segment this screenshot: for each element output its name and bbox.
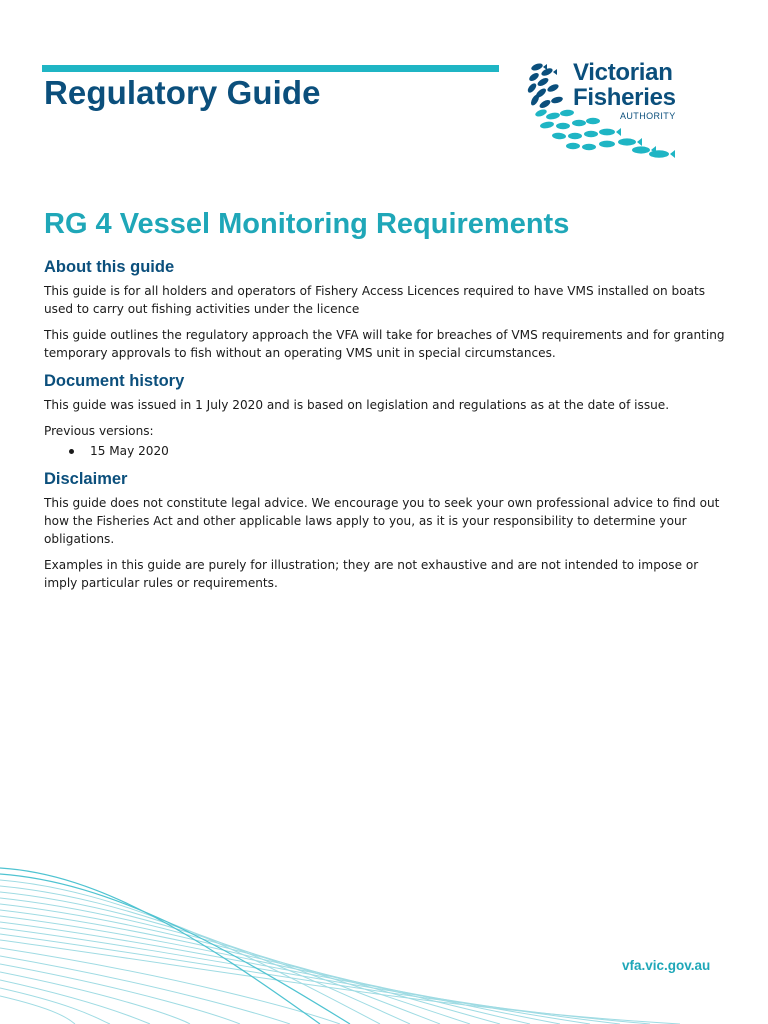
- section-heading: Document history: [44, 372, 185, 390]
- section-heading: Disclaimer: [44, 470, 128, 488]
- logo-line-authority: AUTHORITY: [620, 111, 676, 121]
- section-disclaimer: [44, 470, 734, 592]
- previous-versions-list: [44, 442, 734, 460]
- list-item: [44, 442, 734, 460]
- paragraph: This guide was issued in 1 July 2020 and is based on legislation and regulations as at the date of issue.: [44, 398, 670, 412]
- section-document-history: [44, 372, 734, 460]
- paragraph: This guide does not constitute legal advice. We encourage you to seek your own professional advice to find out how the Fisheries Act and other applicable laws apply to you, as it is your responsibility to determine your obligations.: [44, 496, 720, 546]
- version-date: 15 May 2020: [90, 444, 169, 458]
- bullet-icon: [69, 449, 74, 454]
- paragraph: This guide is for all holders and operators of Fishery Access Licences required to have VMS installed on boats used to carry out fishing activities under the licence: [44, 284, 706, 316]
- document-body: [44, 258, 734, 602]
- decorative-wave-lines: [0, 860, 768, 1024]
- section-about: [44, 258, 734, 362]
- paragraph: Previous versions:: [44, 424, 154, 438]
- vfa-logo: [523, 55, 703, 165]
- paragraph: Examples in this guide are purely for illustration; they are not exhaustive and are not intended to impose or imply particular rules or requirements.: [44, 558, 699, 590]
- document-type-heading: Regulatory Guide: [44, 74, 321, 111]
- section-heading: About this guide: [44, 258, 175, 276]
- logo-line-fisheries: Fisheries: [573, 84, 676, 111]
- page-title: RG 4 Vessel Monitoring Requirements: [44, 208, 570, 240]
- paragraph: This guide outlines the regulatory approach the VFA will take for breaches of VMS requirements and for granting temporary approvals to fish without an operating VMS unit in special circumstances.: [44, 328, 725, 360]
- header-accent-bar: [42, 65, 499, 72]
- logo-line-victorian: Victorian: [573, 59, 673, 86]
- footer-website-link[interactable]: vfa.vic.gov.au: [622, 958, 711, 973]
